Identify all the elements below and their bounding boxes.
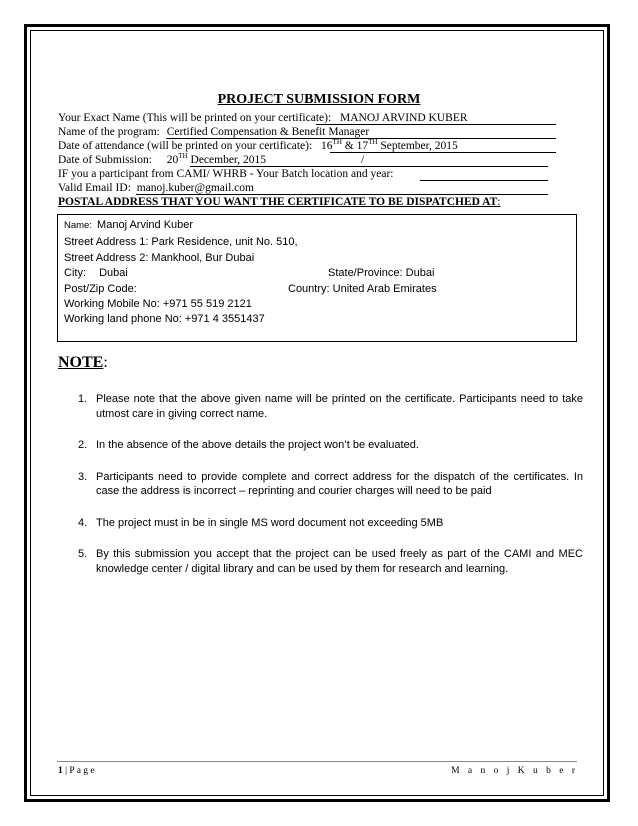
field-name (58, 111, 556, 125)
note-heading: NOTE: (58, 354, 108, 371)
note-list (58, 392, 583, 593)
footer-author: M a n o j K u b e r (451, 766, 578, 776)
field-attendance-label: Date of attendance (will be printed on your certificate): (58, 140, 313, 152)
field-email-label: Valid Email ID: (58, 182, 131, 194)
address-city[interactable] (64, 267, 128, 279)
note-item: 2. In the absence of the above details the project won’t be evaluated. (78, 439, 419, 451)
address-mobile[interactable]: Working Mobile No: +971 55 519 2121 (64, 298, 252, 310)
field-email-underline (136, 194, 548, 195)
field-name-label: Your Exact Name (This will be printed on your certificate): (58, 112, 332, 124)
address-name-label: Name: (64, 220, 92, 231)
field-program (58, 125, 556, 139)
note-item: 4. The project must in be in single MS word document not exceeding 5MB (78, 516, 444, 529)
note-item: 5. By this submission you accept that the project can be used freely as part of the CAMI and MEC knowledge center / digital library and can be used by them for research and learning. (78, 548, 583, 575)
field-program-label: Name of the program: (58, 126, 160, 138)
field-submission (58, 153, 556, 167)
field-attendance-value[interactable]: 16TH & 17TH September, 2015 (321, 138, 458, 152)
field-submission-value[interactable]: 20TH December, 2015 (166, 152, 267, 166)
address-name-value: Manoj Arvind Kuber (97, 219, 194, 231)
note-item: 1. Please note that the above given name will be printed on the certificate. Participants need to take utmost care in giving correct name. (78, 393, 583, 420)
field-program-value[interactable]: Certified Compensation & Benefit Manager (166, 126, 370, 138)
footer-page-number: 1 | P a g e (58, 766, 95, 776)
address-state[interactable]: State/Province: Dubai (328, 267, 435, 279)
address-name[interactable] (64, 219, 193, 231)
field-submission-label: Date of Submission: (58, 154, 152, 166)
address-zip[interactable]: Post/Zip Code: (64, 283, 137, 295)
postal-address-heading: POSTAL ADDRESS THAT YOU WANT THE CERTIFICATE TO BE DISPATCHED AT: (58, 196, 501, 208)
field-name-value[interactable]: MANOJ ARVIND KUBER (340, 112, 468, 124)
field-submission-slash: / (360, 154, 365, 166)
address-street1[interactable]: Street Address 1: Park Residence, unit No. 510, (64, 236, 298, 248)
form-title: PROJECT SUBMISSION FORM (217, 92, 421, 107)
address-street2[interactable]: Street Address 2: Mankhool, Bur Dubai (64, 252, 255, 264)
footer-divider (57, 761, 577, 762)
field-attendance (58, 139, 556, 153)
field-cami-label: IF you a participant from CAMI/ WHRB - Your Batch location and year: (58, 168, 394, 180)
field-cami (58, 167, 556, 181)
address-country[interactable]: Country: United Arab Emirates (288, 283, 437, 295)
field-email-value[interactable]: manoj.kuber@gmail.com (136, 182, 254, 194)
address-city-label: City: (64, 267, 86, 279)
address-city-value: Dubai (99, 267, 128, 279)
note-item: 3. Participants need to provide complete and correct address for the dispatch of the certificates. In case the address is incorrect – reprinting and courier charges will need to be paid (78, 470, 583, 497)
address-landline[interactable]: Working land phone No: +971 4 3551437 (64, 313, 265, 325)
field-email (58, 181, 556, 195)
